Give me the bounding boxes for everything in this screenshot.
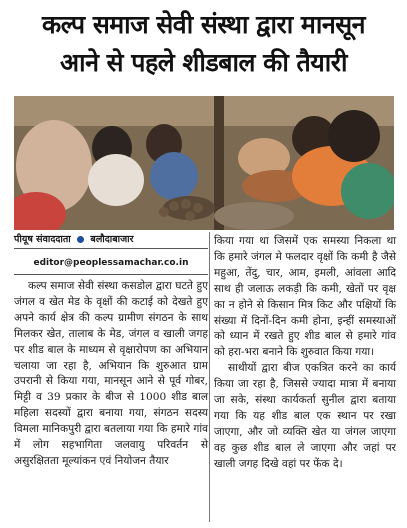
byline <box>14 232 208 249</box>
headline <box>0 6 407 82</box>
article-column-right <box>214 234 396 473</box>
women-making-seed-balls-photo <box>14 96 394 230</box>
headline-line-1: कल्प समाज सेवी संस्था द्वारा मानसून <box>42 10 365 39</box>
article-paragraph: किया गया था जिसमें एक समस्या निकला था कि हमारे जंगल मे फलदार वृक्षों कि कमी है जैसे महुआ, तेंदु, चार, आम, इमली, आंवला आदि साथ ही जलाऊ लकड़ी कि कमी, खेतों पर वृक्ष का न होने से किसान मित्र किट और पक्षियों कि संख्या में दिनों-दिन कमी होना, इन्हीं समस्याओं को ध्यान में रखते हुए शीड बाल से हमारे गांव को हरा-भरा बनाने कि शुरुवात किया गया। <box>214 235 396 359</box>
article-paragraph: साथीयों द्वारा बीज एकत्रित करने का कार्य किया जा रहा है, जिससे ज्यादा मात्रा में बनाया जा सके, संस्था कार्यकर्ता सुनील द्वारा बताया गया कि यह शीड बाल एक स्थान पर रखा जाएगा, और जो व्यक्ति खेत या जंगल जाएगा वह कुछ शीड बाल ले जाएगा और जहां पर खाली जगह दिखे वहां पर फेंक दे। <box>214 362 396 470</box>
article-column-left <box>14 279 208 470</box>
reporter-name: पीयूष संवाददाता <box>14 234 71 245</box>
article-paragraph: कल्प समाज सेवी संस्था कसडोल द्वारा घटते हुए जंगल व खेत मेड के वृक्षों की कटाई को देखते हुए अपने कार्य क्षेत्र की कल्प ग्रामीण संगठन के साथ मिलकर खेत, तालाब के मेड, जंगल व खाली जगह पर शीड बाल के माध्यम से वृक्षारोपण का अभियान चलाया जा रहा है, अभियान कि शुरुआत ग्राम उपरानी से किया गया, मानसून आने से पूर्व गोबर, मिट्टी व 39 प्रकार के बीज से 1000 शीड बाल महिला सदस्यों द्वारा बनाया गया, संगठन सदस्य विमला मानिकपुरी द्वारा बतलाया गया कि हमारे गांव में लोग सहभागिता जलवायु परिवर्तन से असुरक्षितता मूल्यांकन एवं नियोजन तैयार <box>14 280 208 467</box>
editor-email: editor@peoplessamachar.co.in <box>14 252 208 275</box>
bullet-icon <box>77 236 84 243</box>
news-photo <box>14 96 394 230</box>
dateline-location: बलौदाबाजार <box>90 234 134 245</box>
column-divider <box>209 232 210 522</box>
headline-line-2: आने से पहले शीडबाल की तैयारी <box>60 48 347 77</box>
